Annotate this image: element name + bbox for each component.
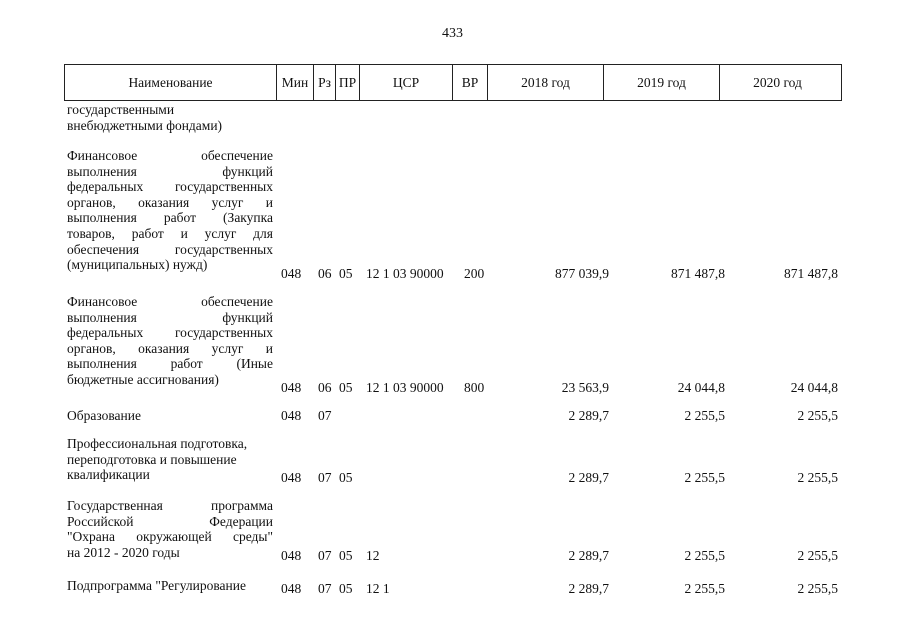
header-vr: ВР (453, 65, 488, 100)
header-pr: ПР (336, 65, 360, 100)
ministry-code: 048 (281, 380, 302, 395)
section-code: 07 (318, 548, 332, 563)
subsection-code: 05 (339, 470, 353, 485)
ministry-code: 048 (281, 581, 302, 596)
row-name-line: переподготовка и повышение (67, 451, 237, 467)
amount-2020: 2 255,5 (797, 408, 838, 423)
subsection-code: 05 (339, 548, 353, 563)
row-name-line: органов, оказания услуг и (67, 340, 273, 356)
row-name (67, 148, 273, 273)
target-article-code: 12 (366, 548, 380, 563)
row-name-line: Образование (67, 408, 141, 423)
row-name-line: внебюджетными фондами) (67, 117, 223, 133)
page-number: 433 (442, 26, 463, 41)
ministry-code: 048 (281, 470, 302, 485)
row-name-line: Российской Федерации (67, 513, 273, 529)
row-name-line: выполнения работ (Закупка (67, 210, 273, 226)
row-name-line: государственными (67, 102, 175, 117)
ministry-code: 048 (281, 266, 302, 281)
expense-type-code: 200 (464, 266, 485, 281)
row-name-line: Подпрограмма "Регулирование (67, 578, 246, 593)
row-name-line: органов, оказания услуг и (67, 194, 273, 210)
row-name (67, 408, 273, 424)
row-name-line: (муниципальных) нужд) (67, 257, 208, 273)
amount-2018: 2 289,7 (568, 548, 609, 563)
subsection-code: 05 (339, 380, 353, 395)
table-header (64, 64, 842, 101)
amount-2018: 2 289,7 (568, 470, 609, 485)
section-code: 06 (318, 380, 332, 395)
header-2020: 2020 год (753, 74, 802, 90)
row-name-line: Государственная программа (67, 498, 273, 513)
row-name-line: выполнения работ (Иные (67, 356, 273, 372)
header-2018: 2018 год (488, 65, 604, 100)
amount-2019: 24 044,8 (677, 380, 725, 395)
header-rz: Рз (314, 65, 336, 100)
row-name-line: федеральных государственных (67, 325, 273, 341)
row-name-line: товаров, работ и услуг для (67, 225, 273, 241)
amount-2020: 2 255,5 (797, 581, 838, 596)
row-name-line: бюджетные ассигнования) (67, 371, 219, 387)
section-code: 06 (318, 266, 332, 281)
target-article-code: 12 1 (366, 581, 390, 596)
row-name-line: Финансовое обеспечение (67, 294, 273, 309)
row-name (67, 578, 273, 594)
section-code: 07 (318, 581, 332, 596)
amount-2019: 2 255,5 (684, 408, 725, 423)
subsection-code: 05 (339, 266, 353, 281)
ministry-code: 048 (281, 408, 302, 423)
amount-2019: 2 255,5 (684, 470, 725, 485)
row-name-line: федеральных государственных (67, 179, 273, 195)
row-name-line: обеспечения государственных (67, 241, 273, 257)
amount-2020: 24 044,8 (790, 380, 838, 395)
expense-type-code: 800 (464, 380, 485, 395)
row-name-line: выполнения функций (67, 309, 273, 325)
row-name-line: Финансовое обеспечение (67, 148, 273, 163)
ministry-code: 048 (281, 548, 302, 563)
section-code: 07 (318, 408, 332, 423)
amount-2018: 23 563,9 (561, 380, 609, 395)
row-name (67, 436, 273, 483)
amount-2019: 2 255,5 (684, 548, 725, 563)
amount-2018: 2 289,7 (568, 581, 609, 596)
row-name-line: "Охрана окружающей среды" (67, 529, 273, 545)
amount-2019: 871 487,8 (671, 266, 725, 281)
subsection-code: 05 (339, 581, 353, 596)
row-name (67, 102, 273, 133)
header-csr: ЦСР (360, 65, 453, 100)
row-name (67, 498, 273, 560)
amount-2019: 2 255,5 (684, 581, 725, 596)
amount-2018: 2 289,7 (568, 408, 609, 423)
row-name-line: Профессиональная подготовка, (67, 436, 248, 451)
target-article-code: 12 1 03 90000 (366, 266, 444, 281)
amount-2020: 2 255,5 (797, 548, 838, 563)
header-2019: 2019 год (604, 65, 720, 100)
row-name-line: выполнения функций (67, 163, 273, 179)
amount-2018: 877 039,9 (555, 266, 609, 281)
row-name (67, 294, 273, 388)
row-name-line: квалификации (67, 467, 150, 483)
header-min: Мин (277, 65, 314, 100)
header-name: Наименование (65, 65, 277, 100)
row-name-line: на 2012 - 2020 годы (67, 544, 180, 560)
amount-2020: 871 487,8 (784, 266, 838, 281)
target-article-code: 12 1 03 90000 (366, 380, 444, 395)
section-code: 07 (318, 470, 332, 485)
amount-2020: 2 255,5 (797, 470, 838, 485)
